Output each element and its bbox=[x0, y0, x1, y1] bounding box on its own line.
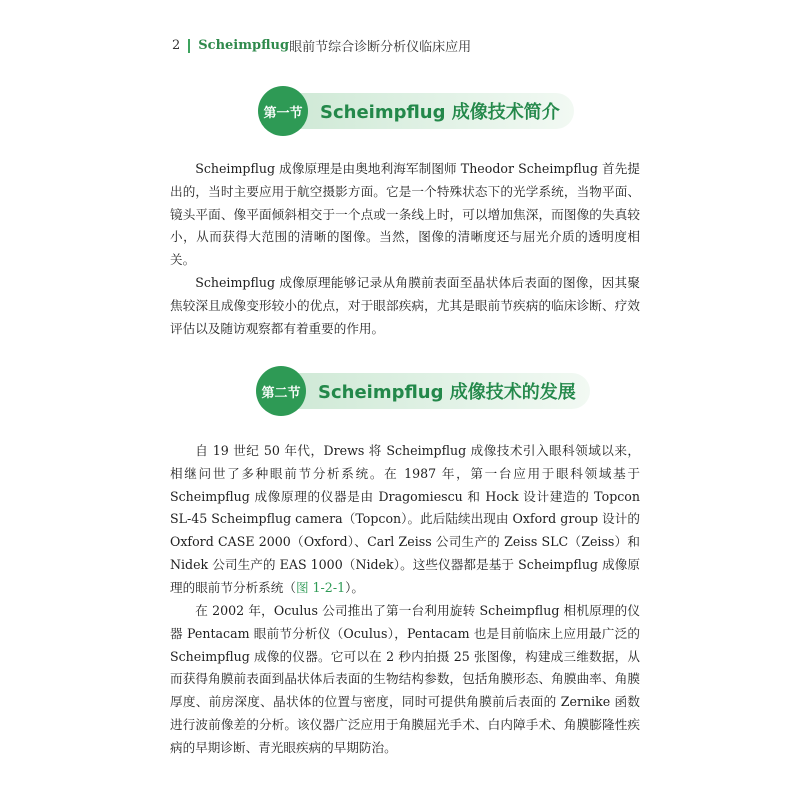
section-2-badge: 第二节 bbox=[256, 366, 306, 416]
section-1-badge: 第一节 bbox=[258, 86, 308, 136]
section-2-title: Scheimpflug 成像技术的发展 bbox=[292, 373, 590, 409]
header-brand: Scheimpflug bbox=[198, 38, 290, 53]
section-2-paragraph-2: 在 2002 年，Oculus 公司推出了第一台利用旋转 Scheimpflug 相机原理的仪器 Pentacam 眼前节分析仪（Oculus），Pentacam 也是目前临床上应用最广泛的 Scheimpflug 成像的仪器。它可以在 2 秒内拍摄 25 张图像，构建成三维数据，从而获得角膜前表面到晶状体后表面的生物结构参数，包括角膜形态、角膜曲率、角膜厚度、前房深度、晶状体的位置与密度，同时可提供角膜前后表面的 Zernike 函数进行波前像差的分析。该仪器广泛应用于角膜屈光手术、白内障手术、角膜膨隆性疾病的早期诊断、青光眼疾病的早期防治。 bbox=[170, 603, 640, 755]
section-2-paragraph-1-text: 自 19 世纪 50 年代，Drews 将 Scheimpflug 成像技术引入眼科领域以来，相继问世了多种眼前节分析系统。在 1987 年，第一台应用于眼科领域基于 Scheimpflug 成像原理的仪器是由 Dragomiescu 和 Hock 设计建造的 Topcon SL-45 Scheimpflug camera（Topcon）。此后陆续出现由 Oxford group 设计的 Oxford CASE 2000（Oxford）、Carl Zeiss 公司生产的 Zeiss SLC（Zeiss）和 Nidek 公司生产的 EAS 1000（Nidek）。这些仪器都是基于 Scheimpflug 成像原理的眼前节分析系统（ bbox=[170, 443, 640, 595]
section-1-paragraph-1: Scheimpflug 成像原理是由奥地利海军制图师 Theodor Scheimpflug 首先提出的，当时主要应用于航空摄影方面。它是一个特殊状态下的光学系统，当物平面、镜头平面、像平面倾斜相交于一个点或一条线上时，可以增加焦深，而图像的失真较小，从而获得大范围的清晰的图像。当然，图像的清晰度还与屈光介质的透明度相关。 bbox=[170, 161, 640, 268]
figure-reference-link[interactable]: 图 1-2-1 bbox=[295, 579, 346, 595]
section-2-paragraph-1-tail: ）。 bbox=[345, 579, 364, 595]
section-2-heading bbox=[256, 370, 590, 412]
section-1-heading bbox=[258, 90, 574, 132]
header-book-title: 眼前节综合诊断分析仪临床应用 bbox=[289, 40, 472, 55]
section-2-paragraph-1 bbox=[170, 440, 640, 600]
section-1-paragraph-2: Scheimpflug 成像原理能够记录从角膜前表面至晶状体后表面的图像，因其聚焦较深且成像变形较小的优点，对于眼部疾病，尤其是眼前节疾病的临床诊断、疗效评估以及随访观察都有着重要的作用。 bbox=[170, 275, 640, 336]
page-number: 2 bbox=[172, 38, 181, 53]
running-header bbox=[172, 36, 471, 55]
section-1-title: Scheimpflug 成像技术简介 bbox=[294, 93, 574, 129]
header-divider bbox=[188, 39, 190, 53]
